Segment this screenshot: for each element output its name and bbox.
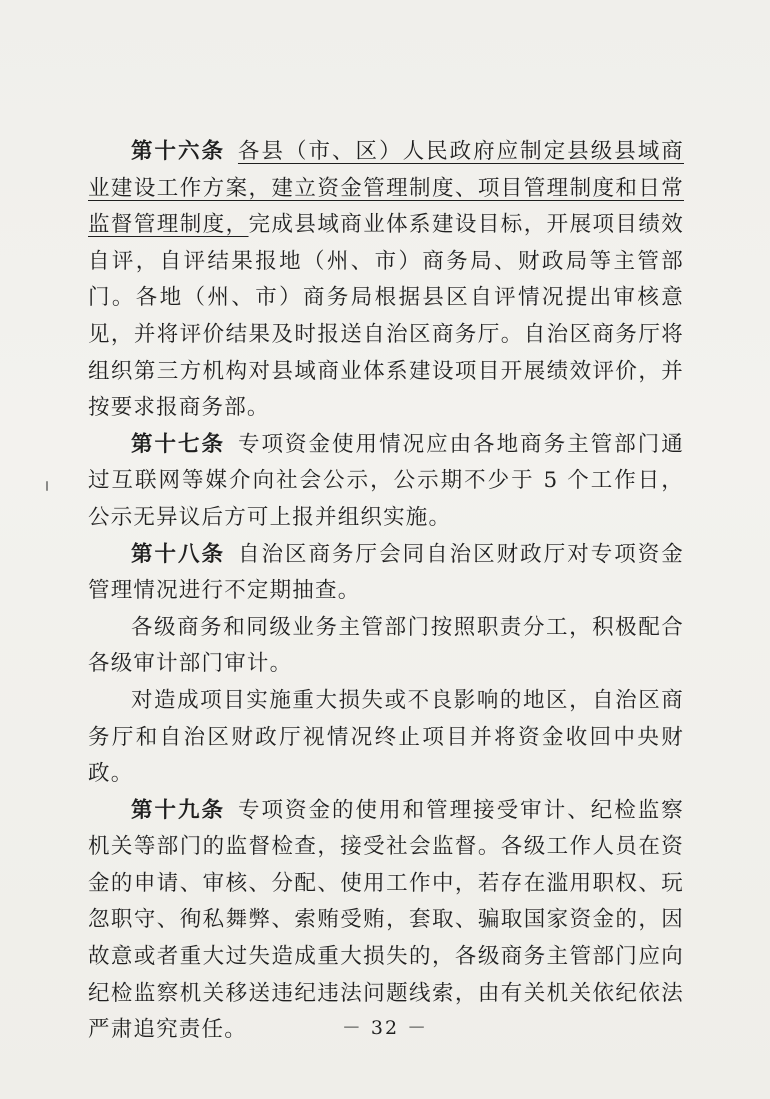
paragraph-termination: 对造成项目实施重大损失或不良影响的地区，自治区商务厅和自治区财政厅视情况终止项目并将资金收回中央财政。 <box>88 687 684 787</box>
article-16-heading: 第十六条 <box>131 139 226 164</box>
document-body <box>88 134 684 1049</box>
article-18-text: 自治区商务厅会同自治区财政厅对专项资金管理情况进行不定期抽查。 <box>88 541 684 604</box>
article-17-heading: 第十七条 <box>131 431 226 457</box>
scan-speck <box>46 481 48 491</box>
article-18 <box>88 537 684 610</box>
article-16-underlined-text: 各县（市、区）人民政府应制定县级县域商业建设工作方案，建立资金管理制度、项目管理制度和日常监督管理制度， <box>88 139 684 238</box>
article-17-text: 专项资金使用情况应由各地商务主管部门通过互联网等媒介向社会公示，公示期不少于 5 个工作日，公示无异议后方可上报并组织实施。 <box>88 431 684 530</box>
paragraph-audit: 各级商务和同级业务主管部门按照职责分工，积极配合各级审计部门审计。 <box>88 614 684 677</box>
page-number: － 32 － <box>341 1017 429 1039</box>
article-17 <box>88 427 684 537</box>
article-18-heading: 第十八条 <box>131 541 226 567</box>
article-19 <box>88 793 684 1049</box>
article-19-text: 专项资金的使用和管理接受审计、纪检监察机关等部门的监督检查，接受社会监督。各级工作人员在资金的申请、审核、分配、使用工作中，若存在滥用职权、玩忽职守、徇私舞弊、索贿受贿，套取、骗取国家资金的，因故意或者重大过失造成重大损失的，各级商务主管部门应向纪检监察机关移送违纪违法问题线索，由有关机关依纪依法严肃追究责任。 <box>88 797 684 1043</box>
article-16 <box>88 134 684 427</box>
article-16-text: 完成县域商业体系建设目标，开展项目绩效自评，自评结果报地（州、市）商务局、财政局等主管部门。各地（州、市）商务局根据县区自评情况提出审核意见，并将评价结果及时报送自治区商务厅。自治区商务厅将组织第三方机构对县域商业体系建设项目开展绩效评价，并按要求报商务部。 <box>88 212 684 421</box>
article-19-heading: 第十九条 <box>131 797 226 823</box>
